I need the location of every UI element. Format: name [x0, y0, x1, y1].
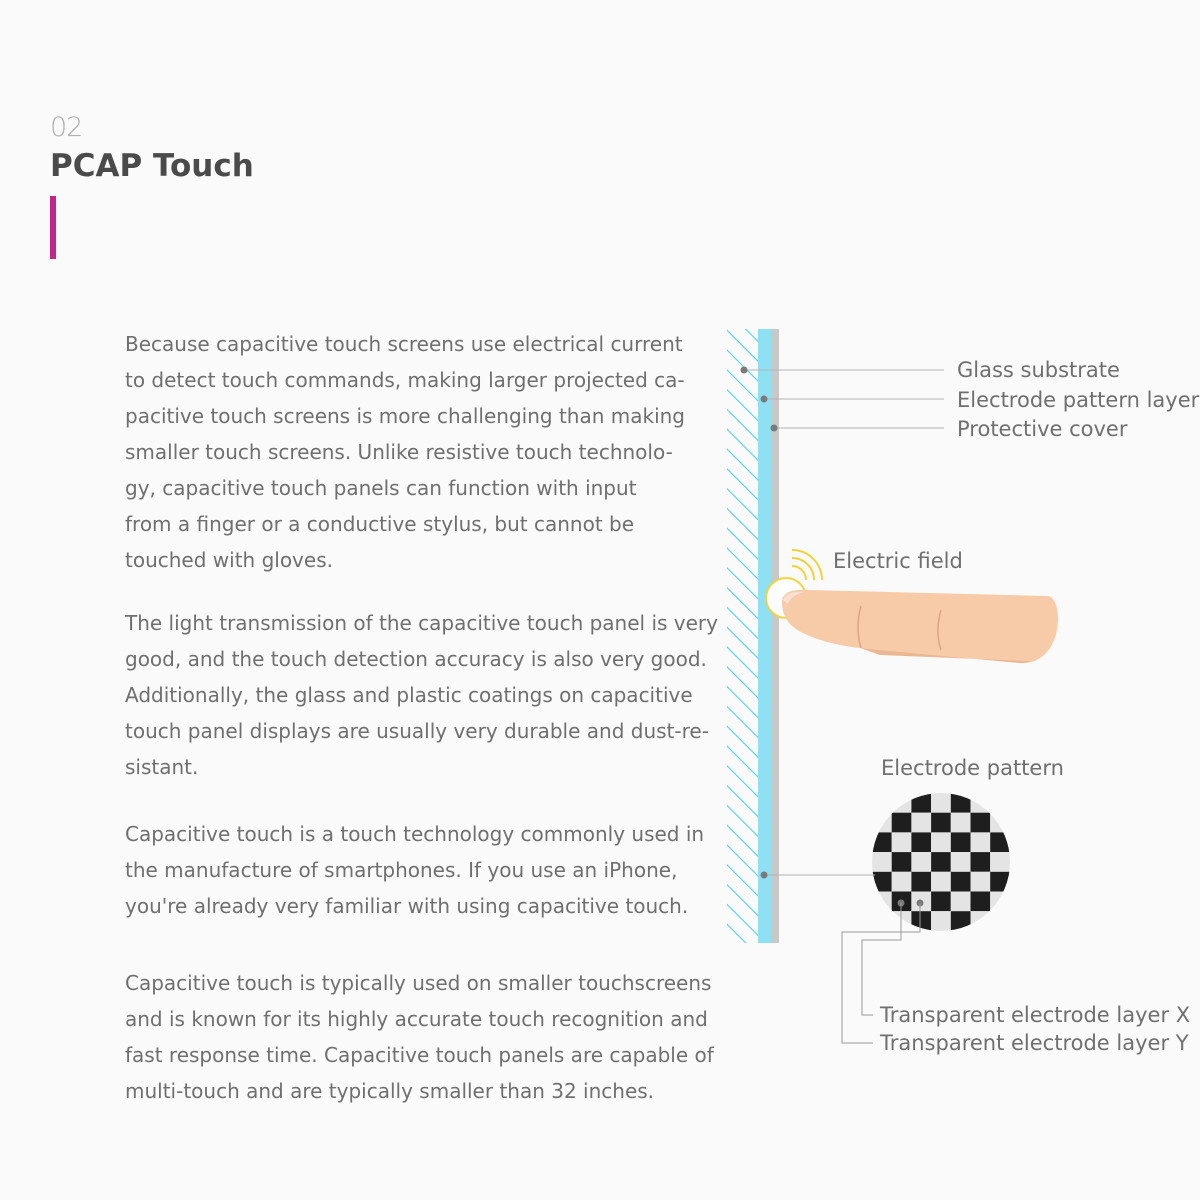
paragraph-line: smaller touch screens. Unlike resistive touch technolo- [125, 440, 673, 464]
electrode-cell [911, 872, 931, 892]
electrode-cell [971, 793, 991, 813]
electrode-cell [990, 793, 1010, 813]
paragraph-line: to detect touch commands, making larger projected ca- [125, 368, 685, 392]
label-electrode-pattern-layer: Electrode pattern layer [957, 388, 1200, 412]
electrode-cell [971, 872, 991, 892]
electrode-cell [872, 793, 892, 813]
electrode-cell [892, 813, 912, 833]
electrode-cell [951, 911, 971, 931]
electrode-cell [971, 892, 991, 912]
paragraph-line: Because capacitive touch screens use electrical current [125, 332, 683, 356]
electrode-cell [892, 832, 912, 852]
label-glass-substrate: Glass substrate [957, 358, 1120, 382]
electrode-pattern-layer [758, 329, 771, 943]
electrode-cell [872, 813, 892, 833]
electrode-cell [951, 832, 971, 852]
paragraph-line: you're already very familiar with using capacitive touch. [125, 894, 689, 918]
electrode-cell [990, 872, 1010, 892]
electrode-cell [971, 813, 991, 833]
electrode-pattern-circle [872, 793, 1010, 931]
electrode-cell [990, 911, 1010, 931]
label-electrode-layer-y: Transparent electrode layer Y [880, 1031, 1189, 1055]
section-title: PCAP Touch [50, 148, 254, 184]
electrode-cell [990, 852, 1010, 872]
electrode-cell [931, 872, 951, 892]
paragraph-line: multi-touch and are typically smaller than 32 inches. [125, 1079, 655, 1103]
glass-substrate-pointer-dot [741, 367, 748, 374]
paragraph-line: and is known for its highly accurate touch recognition and [125, 1007, 708, 1031]
label-electrode-layer-x: Transparent electrode layer X [880, 1003, 1191, 1027]
electrode-cell [931, 832, 951, 852]
paragraph-line: Capacitive touch is a touch technology commonly used in [125, 822, 705, 846]
protective-cover-pointer-dot [771, 425, 778, 432]
electrode-cell [872, 832, 892, 852]
electric-field-icon [792, 550, 822, 580]
electrode-cell [990, 813, 1010, 833]
electrode-cell [931, 793, 951, 813]
electrode-cell [911, 832, 931, 852]
electrode-cell [931, 892, 951, 912]
electrode-cell [951, 852, 971, 872]
electrode-cell [990, 832, 1010, 852]
electrode-cell [892, 793, 912, 813]
electrode-cell [971, 911, 991, 931]
finger-illustration [782, 590, 1058, 663]
electrode-cell [892, 872, 912, 892]
electrode-cell [911, 911, 931, 931]
electrode-pattern-pointer-dot [761, 872, 768, 879]
electrode-cell [892, 852, 912, 872]
electrode-cell [911, 793, 931, 813]
paragraph-line: good, and the touch detection accuracy is also very good. [125, 647, 707, 671]
electrode-cell [971, 852, 991, 872]
paragraph-line: touch panel displays are usually very durable and dust-re- [125, 719, 709, 743]
electrode-cell [872, 852, 892, 872]
label-electric-field: Electric field [833, 549, 963, 573]
paragraph-line: gy, capacitive touch panels can function with input [125, 476, 637, 500]
electrode-cell [892, 911, 912, 931]
electrode-cell [990, 892, 1010, 912]
electrode-layer-pointer-dot [761, 396, 768, 403]
electrode-cell [951, 872, 971, 892]
electrode-cell [971, 832, 991, 852]
section-number: 02 [50, 112, 83, 143]
paragraph-line: from a finger or a conductive stylus, but cannot be [125, 512, 635, 536]
electrode-cell [911, 813, 931, 833]
paragraph-line: the manufacture of smartphones. If you use an iPhone, [125, 858, 678, 882]
paragraph-line: touched with gloves. [125, 548, 333, 572]
electrode-cell [951, 793, 971, 813]
protective-cover-layer [771, 329, 779, 943]
electrode-cell [931, 911, 951, 931]
paragraph-line: fast response time. Capacitive touch panels are capable of [125, 1043, 714, 1067]
electrode-cell [931, 852, 951, 872]
electrode-cell [911, 852, 931, 872]
paragraph-line: pacitive touch screens is more challenging than making [125, 404, 685, 428]
paragraph-line: The light transmission of the capacitive touch panel is very [125, 611, 718, 635]
electrode-cell [931, 813, 951, 833]
electrode-cell [951, 813, 971, 833]
glass-substrate-layer [727, 329, 758, 943]
label-protective-cover: Protective cover [957, 417, 1128, 441]
paragraph-line: sistant. [125, 755, 199, 779]
paragraph-line: Capacitive touch is typically used on smaller touchscreens [125, 971, 712, 995]
electrode-cell [951, 892, 971, 912]
electrode-cell [872, 911, 892, 931]
paragraph-line: Additionally, the glass and plastic coatings on capacitive [125, 683, 693, 707]
electrode-cell [872, 892, 892, 912]
label-electrode-pattern: Electrode pattern [881, 756, 1064, 780]
